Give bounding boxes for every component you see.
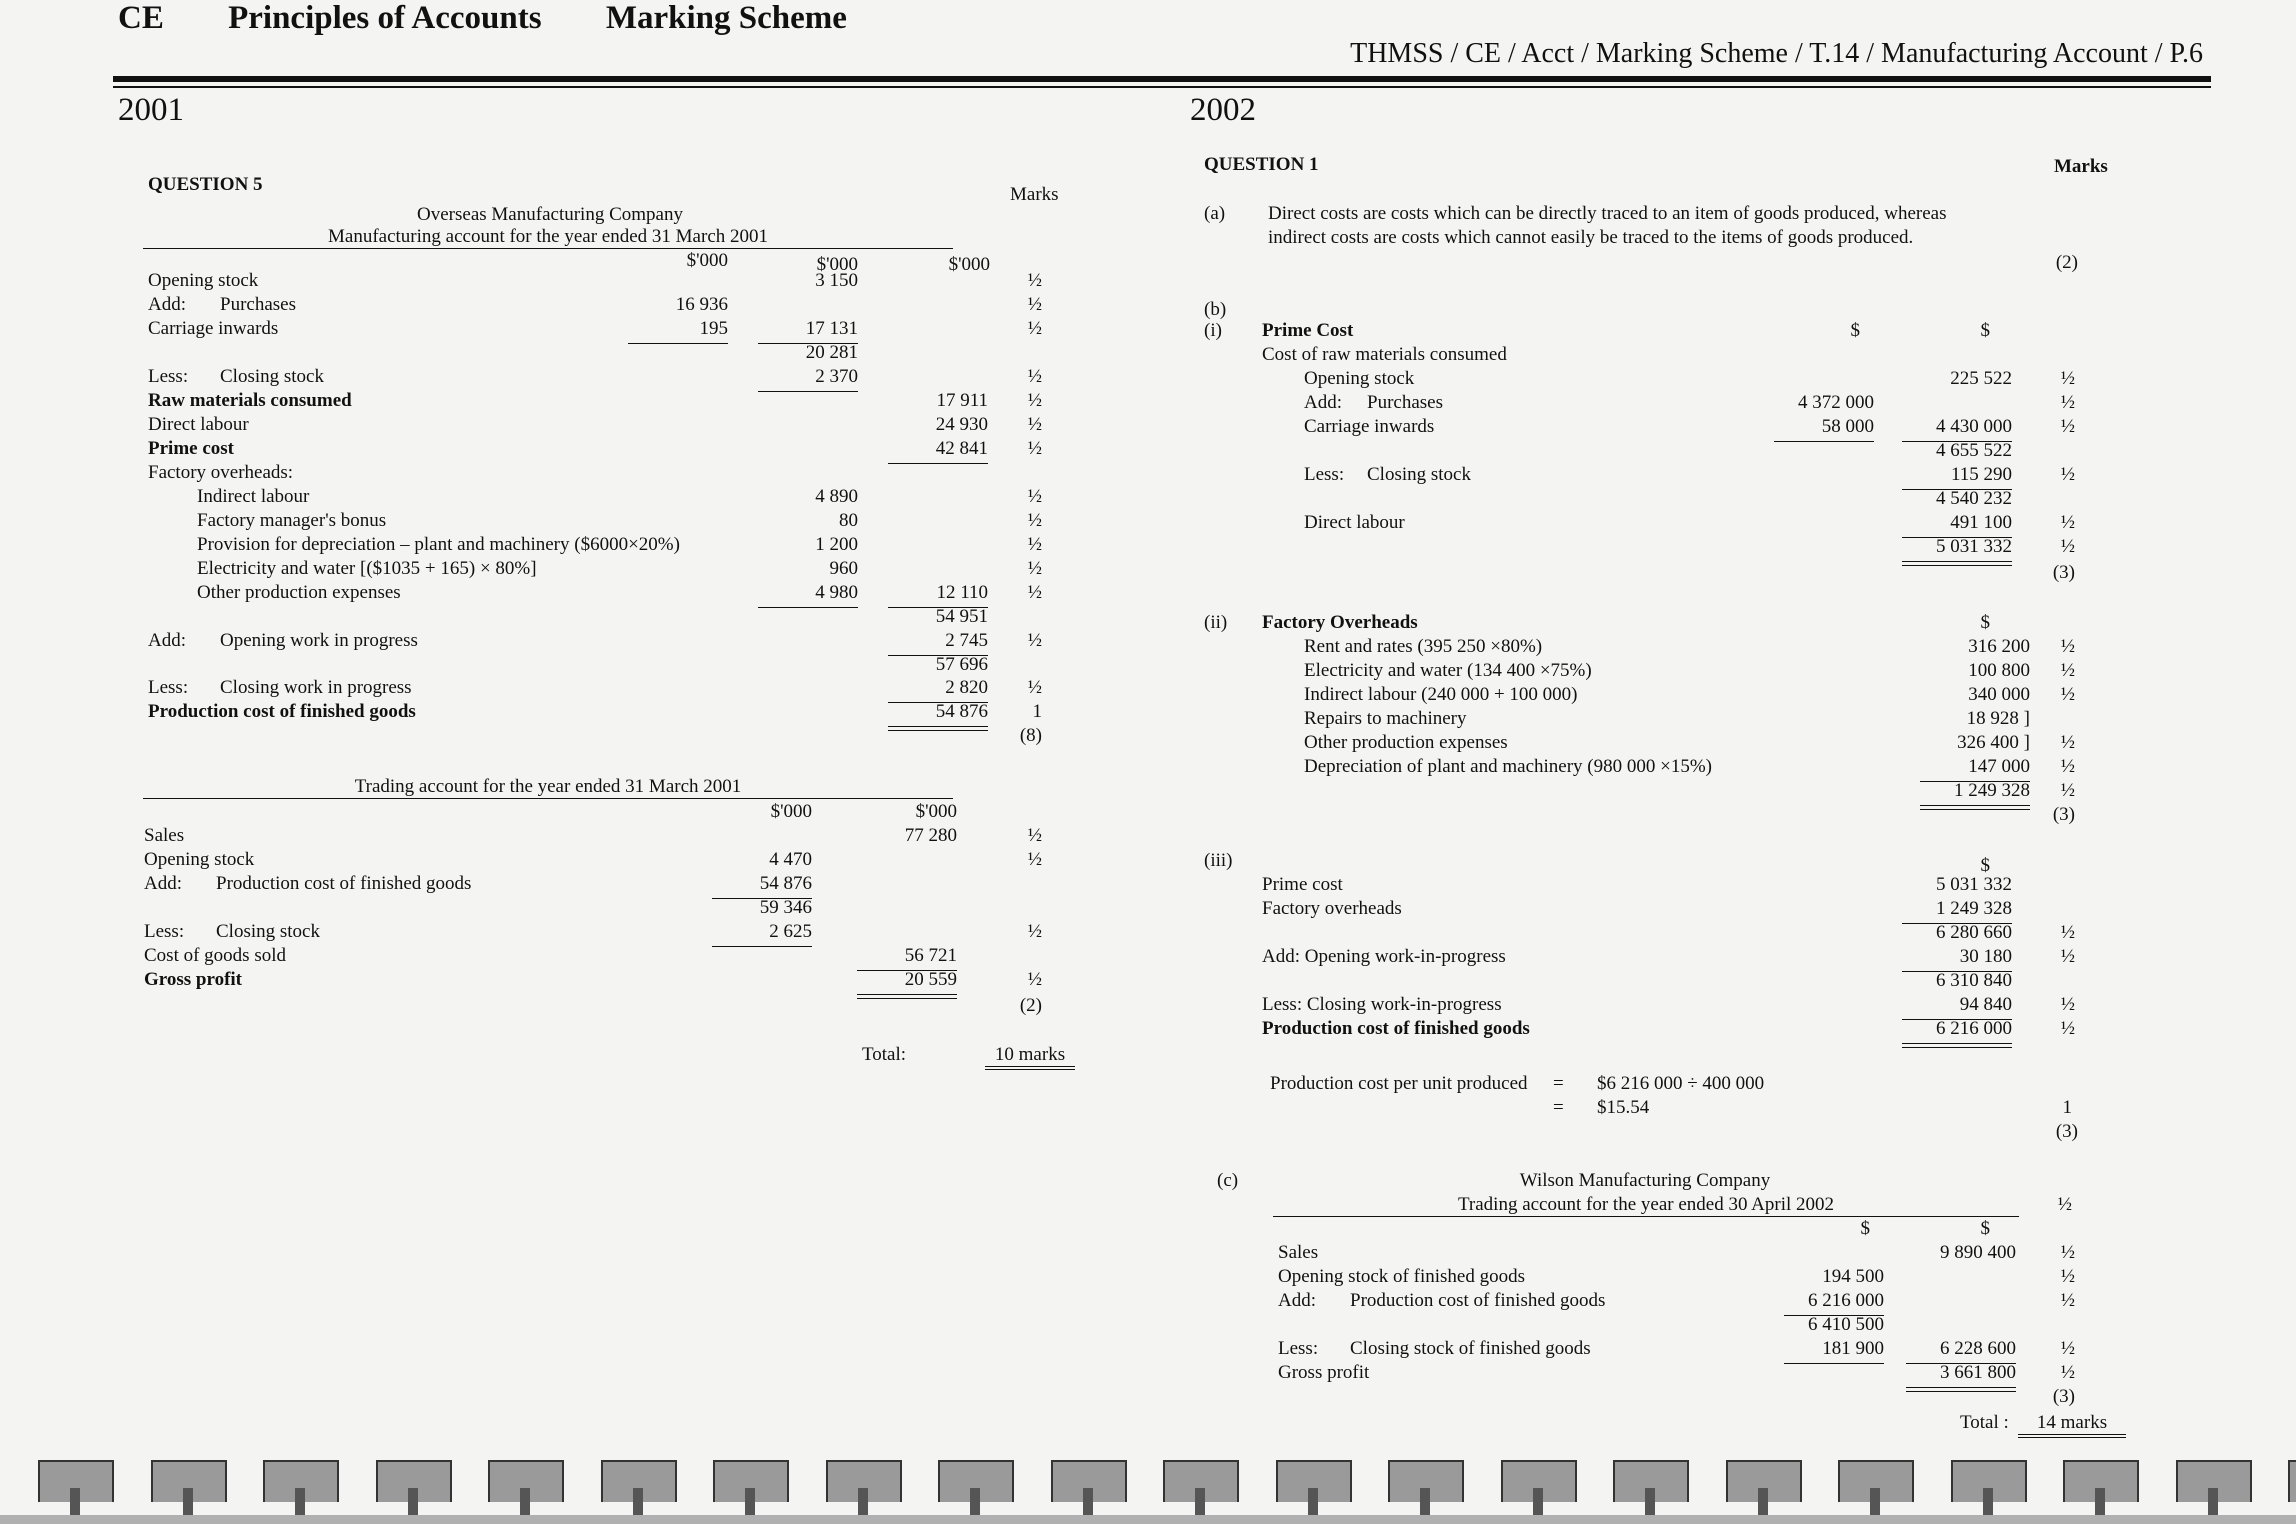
- row-label: Sales: [144, 825, 185, 846]
- mark-cell: (3): [2052, 804, 2075, 825]
- binder-ring: [1613, 1460, 1689, 1502]
- amount-cell: 3 150: [815, 270, 858, 291]
- mark-cell: ½: [2060, 536, 2075, 557]
- part-c-title-mark: ½: [2057, 1194, 2072, 1215]
- amount-cell: 6 410 500: [1808, 1314, 1884, 1335]
- subtotal-rule: [888, 655, 988, 656]
- amount-cell: 4 655 522: [1936, 440, 2012, 461]
- amount-cell: 4 430 000: [1936, 416, 2012, 437]
- mark-cell: ½: [2060, 946, 2075, 967]
- amount-cell: 24 930: [935, 414, 988, 435]
- amount-cell: 195: [699, 318, 728, 339]
- question-5-heading: QUESTION 5: [148, 174, 263, 195]
- mark-cell: ½: [1027, 534, 1042, 555]
- mark-cell: ½: [1027, 582, 1042, 603]
- mark-cell: ½: [2060, 392, 2075, 413]
- row-label: Opening stock: [1304, 368, 1415, 389]
- row-label: Opening work in progress: [220, 630, 418, 651]
- subtotal-rule: [712, 946, 812, 947]
- subtotal-rule: [628, 343, 728, 344]
- mark-cell: ½: [1027, 849, 1042, 870]
- amount-cell: 3 661 800: [1940, 1362, 2016, 1383]
- marks-column-heading: Marks: [1010, 184, 1059, 205]
- total-marks: 10 marks: [985, 1044, 1075, 1070]
- row-label: Depreciation of plant and machinery (980 000 ×15%): [1304, 756, 1712, 777]
- mark-cell: ½: [1027, 366, 1042, 387]
- binder-ring: [826, 1460, 902, 1502]
- row-label: Closing work in progress: [220, 677, 412, 698]
- dollar-col2-biii: $: [1980, 855, 1990, 876]
- unit-cost-calculation: $6 216 000 ÷ 400 000: [1597, 1073, 1765, 1094]
- unit-heading-col1: $'000: [686, 250, 728, 271]
- row-label: Rent and rates (395 250 ×80%): [1304, 636, 1543, 657]
- mark-cell: ½: [2060, 994, 2075, 1015]
- binder-rings: [0, 1448, 2296, 1524]
- amount-cell: 42 841: [935, 438, 988, 459]
- row-label: Factory overheads:: [148, 462, 294, 483]
- row-prefix: Less:: [1278, 1338, 1319, 1359]
- amount-cell: 100 800: [1968, 660, 2030, 681]
- binder-ring: [2063, 1460, 2139, 1502]
- mark-cell: (3): [2052, 562, 2075, 583]
- row-label: Closing stock: [220, 366, 324, 387]
- binder-ring: [151, 1460, 227, 1502]
- subtotal-rule: [888, 702, 988, 703]
- subtotal-rule: [1902, 561, 2012, 562]
- subtotal-rule-double: [1902, 1047, 2012, 1048]
- amount-cell: 6 310 840: [1936, 970, 2012, 991]
- part-biii-label: (iii): [1204, 850, 1233, 871]
- trading-account-title: Trading account for the year ended 31 March 2001: [143, 776, 953, 799]
- year-2002-heading: 2002: [1190, 92, 1256, 128]
- dollar-col1-bi: $: [1850, 320, 1860, 341]
- amount-cell: 54 951: [935, 606, 988, 627]
- binder-ring: [1051, 1460, 1127, 1502]
- subtotal-rule: [857, 970, 957, 971]
- row-label: Closing stock: [216, 921, 320, 942]
- mark-cell: ½: [2060, 1266, 2075, 1287]
- amount-cell: 4 470: [769, 849, 812, 870]
- amount-cell: 2 370: [815, 366, 858, 387]
- row-label: Gross profit: [144, 969, 242, 990]
- part-c-label: (c): [1217, 1170, 1239, 1191]
- mark-cell: ½: [2060, 780, 2075, 801]
- amount-cell: 80: [839, 510, 858, 531]
- dollar-col2-bi: $: [1980, 320, 1990, 341]
- mark-cell: ½: [2060, 464, 2075, 485]
- row-label: Production cost of finished goods: [216, 873, 472, 894]
- unit-heading-col2: $'000: [816, 254, 858, 275]
- subtotal-rule: [758, 607, 858, 608]
- marks-heading-right: Marks: [2054, 156, 2108, 177]
- amount-cell: 181 900: [1822, 1338, 1884, 1359]
- binder-ring: [38, 1460, 114, 1502]
- binder-ring: [601, 1460, 677, 1502]
- subtotal-rule-double: [857, 998, 957, 999]
- binder-ring: [713, 1460, 789, 1502]
- amount-cell: 18 928 ]: [1966, 708, 2030, 729]
- mark-cell: ½: [1027, 438, 1042, 459]
- row-prefix: Add:: [148, 630, 186, 651]
- amount-cell: 20 559: [904, 969, 957, 990]
- company-name: Overseas Manufacturing Company: [417, 204, 683, 225]
- subtotal-rule: [1920, 805, 2030, 806]
- mark-cell: ½: [2060, 1290, 2075, 1311]
- part-b-label: (b): [1204, 299, 1227, 320]
- row-label: Production cost of finished goods: [1350, 1290, 1606, 1311]
- subtotal-rule: [1902, 489, 2012, 490]
- mark-cell: (2): [1019, 995, 1042, 1016]
- amount-cell: 2 625: [769, 921, 812, 942]
- amount-cell: 1 200: [815, 534, 858, 555]
- binder-ring: [1726, 1460, 1802, 1502]
- row-label: Electricity and water [($1035 + 165) × 80%]: [197, 558, 537, 579]
- subtotal-rule: [888, 463, 988, 464]
- row-prefix: Less:: [148, 677, 189, 698]
- unit-cost-label: Production cost per unit produced: [1270, 1073, 1528, 1094]
- binder-ring: [263, 1460, 339, 1502]
- amount-cell: 9 890 400: [1940, 1242, 2016, 1263]
- row-label: Raw materials consumed: [148, 390, 352, 411]
- amount-cell: 17 131: [805, 318, 858, 339]
- amount-cell: 340 000: [1968, 684, 2030, 705]
- binder-ring: [1501, 1460, 1577, 1502]
- binder-ring: [938, 1460, 1014, 1502]
- factory-overheads-heading: Factory Overheads: [1262, 612, 1418, 633]
- amount-cell: 54 876: [759, 873, 812, 894]
- subtotal-rule: [1906, 1363, 2016, 1364]
- amount-cell: 17 911: [936, 390, 988, 411]
- part-c-company: Wilson Manufacturing Company: [1519, 1170, 1771, 1191]
- dollar-col2-c: $: [1980, 1218, 1990, 1239]
- amount-cell: 147 000: [1968, 756, 2030, 777]
- total-label: Total:: [862, 1044, 907, 1065]
- subtotal-rule: [1784, 1363, 1884, 1364]
- row-label: Prime cost: [148, 438, 234, 459]
- equals-sign-2: =: [1553, 1097, 1564, 1118]
- page-bottom-edge: [0, 1515, 2296, 1524]
- subtotal-rule-double: [1920, 809, 2030, 810]
- header-rule-thin: [113, 86, 2211, 88]
- mark-cell: ½: [2060, 684, 2075, 705]
- mark-cell: ½: [1027, 318, 1042, 339]
- row-label: Closing stock: [1367, 464, 1471, 485]
- mark-cell: ½: [1027, 510, 1042, 531]
- mark-cell: ½: [2060, 368, 2075, 389]
- subtotal-rule-double: [1906, 1391, 2016, 1392]
- amount-cell: 57 696: [935, 654, 988, 675]
- mark-cell: ½: [1027, 677, 1042, 698]
- row-label: Carriage inwards: [148, 318, 279, 339]
- mark-cell: ½: [1027, 390, 1042, 411]
- row-label: Cost of raw materials consumed: [1262, 344, 1507, 365]
- amount-cell: 20 281: [805, 342, 858, 363]
- year-2001-heading: 2001: [118, 92, 184, 128]
- question-1-heading: QUESTION 1: [1204, 154, 1319, 175]
- mark-cell: ½: [2060, 636, 2075, 657]
- row-prefix: Less:: [1304, 464, 1345, 485]
- mark-cell: ½: [2060, 1338, 2075, 1359]
- row-label: Other production expenses: [1304, 732, 1508, 753]
- row-label: Factory manager's bonus: [197, 510, 387, 531]
- amount-cell: 2 745: [945, 630, 988, 651]
- binder-ring: [2176, 1460, 2252, 1502]
- row-label: Production cost of finished goods: [148, 701, 416, 722]
- mark-cell: ½: [2060, 1362, 2075, 1383]
- amount-cell: 30 180: [1959, 946, 2012, 967]
- amount-cell: 225 522: [1950, 368, 2012, 389]
- mark-cell: ½: [2060, 1242, 2075, 1263]
- mark-cell: ½: [1027, 630, 1042, 651]
- row-label: Closing stock of finished goods: [1350, 1338, 1591, 1359]
- row-prefix: Add:: [1278, 1290, 1316, 1311]
- mark-cell: ½: [2060, 1018, 2075, 1039]
- part-a-marks: (2): [2055, 252, 2078, 273]
- row-prefix: Add:: [148, 294, 186, 315]
- amount-cell: 115 290: [1950, 464, 2012, 485]
- subtotal-rule: [1902, 441, 2012, 442]
- amount-cell: 56 721: [904, 945, 957, 966]
- row-label: Cost of goods sold: [144, 945, 286, 966]
- row-label: Purchases: [220, 294, 296, 315]
- amount-cell: 94 840: [1959, 994, 2012, 1015]
- row-prefix: Less:: [148, 366, 189, 387]
- subtotal-rule: [1906, 1387, 2016, 1388]
- dollar-col2-bii: $: [1980, 612, 1990, 633]
- amount-cell: 316 200: [1968, 636, 2030, 657]
- subtotal-rule: [1902, 537, 2012, 538]
- subtotal-rule: [1774, 441, 1874, 442]
- binder-ring: [1838, 1460, 1914, 1502]
- row-label: Sales: [1278, 1242, 1319, 1263]
- binder-ring: [2288, 1460, 2296, 1502]
- subtotal-rule: [758, 391, 858, 392]
- binder-ring: [1276, 1460, 1352, 1502]
- amount-cell: 2 820: [945, 677, 988, 698]
- subtotal-rule: [857, 994, 957, 995]
- binder-ring: [376, 1460, 452, 1502]
- subtotal-rule: [1902, 1043, 2012, 1044]
- mark-cell: ½: [2060, 732, 2075, 753]
- mark-cell: ½: [1027, 414, 1042, 435]
- part-a-line-1: Direct costs are costs which can be directly traced to an item of goods produced, whereas: [1268, 203, 1947, 224]
- mark-cell: 1: [1032, 701, 1042, 722]
- subtotal-rule-double: [1902, 565, 2012, 566]
- subtotal-rule: [712, 898, 812, 899]
- part-a-label: (a): [1204, 203, 1226, 224]
- course-code: CE: [118, 0, 164, 36]
- row-label: Opening stock of finished goods: [1278, 1266, 1525, 1287]
- amount-cell: 58 000: [1821, 416, 1874, 437]
- mark-cell: ½: [1027, 969, 1042, 990]
- part-a-line-2: indirect costs are costs which cannot easily be traced to the items of goods produced.: [1268, 227, 1914, 248]
- amount-cell: 491 100: [1950, 512, 2012, 533]
- dollar-col1-c: $: [1860, 1218, 1870, 1239]
- mark-cell: ½: [2060, 660, 2075, 681]
- amount-cell: 960: [829, 558, 858, 579]
- equals-sign-1: =: [1553, 1073, 1564, 1094]
- subtotal-rule: [1902, 923, 2012, 924]
- mark-cell: ½: [1027, 921, 1042, 942]
- document-type: Marking Scheme: [605, 0, 847, 36]
- right-total-marks: 14 marks: [2018, 1412, 2126, 1438]
- amount-cell: 4 890: [815, 486, 858, 507]
- amount-cell: 4 372 000: [1798, 392, 1874, 413]
- row-label: Production cost of finished goods: [1262, 1018, 1530, 1039]
- row-label: Electricity and water (134 400 ×75%): [1304, 660, 1592, 681]
- subtotal-rule: [1920, 781, 2030, 782]
- trading-unit-col2: $'000: [915, 801, 957, 822]
- subtotal-rule: [1784, 1315, 1884, 1316]
- row-label: Carriage inwards: [1304, 416, 1435, 437]
- manufacturing-account-title: Manufacturing account for the year ended 31 March 2001: [143, 226, 953, 249]
- row-label: Provision for depreciation – plant and machinery ($6000×20%): [197, 534, 680, 555]
- amount-cell: 1 249 328: [1936, 898, 2012, 919]
- document-reference: THMSS / CE / Acct / Marking Scheme / T.14 / Manufacturing Account / P.6: [1350, 38, 2203, 69]
- row-label: Gross profit: [1278, 1362, 1370, 1383]
- row-label: Purchases: [1367, 392, 1443, 413]
- trading-unit-col1: $'000: [770, 801, 812, 822]
- mark-cell: ½: [1027, 825, 1042, 846]
- mark-cell: ½: [1027, 294, 1042, 315]
- amount-cell: 194 500: [1822, 1266, 1884, 1287]
- amount-cell: 1 249 328: [1954, 780, 2030, 801]
- amount-cell: 5 031 332: [1936, 536, 2012, 557]
- row-label: Indirect labour (240 000 + 100 000): [1304, 684, 1578, 705]
- subtotal-rule-double: [888, 730, 988, 731]
- mark-cell: ½: [2060, 756, 2075, 777]
- amount-cell: 59 346: [759, 897, 812, 918]
- header-rule-thick: [113, 76, 2211, 82]
- mark-cell: ½: [1027, 270, 1042, 291]
- page-header-left: [118, 0, 903, 37]
- subtotal-rule: [888, 607, 988, 608]
- amount-cell: 54 876: [935, 701, 988, 722]
- amount-cell: 6 228 600: [1940, 1338, 2016, 1359]
- amount-cell: 326 400 ]: [1957, 732, 2030, 753]
- amount-cell: 5 031 332: [1936, 874, 2012, 895]
- amount-cell: 6 216 000: [1808, 1290, 1884, 1311]
- subtotal-rule: [888, 726, 988, 727]
- row-label: Add: Opening work-in-progress: [1262, 946, 1506, 967]
- mark-cell: ½: [1027, 486, 1042, 507]
- amount-cell: 6 216 000: [1936, 1018, 2012, 1039]
- row-prefix: Less:: [144, 921, 185, 942]
- mark-cell: ½: [2060, 922, 2075, 943]
- subject-title: Principles of Accounts: [228, 0, 542, 36]
- row-label: Prime cost: [1262, 874, 1343, 895]
- part-bii-label: (ii): [1204, 612, 1228, 633]
- unit-heading-col3: $'000: [948, 254, 990, 275]
- right-total-label: Total :: [1960, 1412, 2009, 1433]
- row-label: Direct labour: [148, 414, 249, 435]
- row-label: Indirect labour: [197, 486, 310, 507]
- part-c-trading-title: Trading account for the year ended 30 April 2002: [1273, 1194, 2019, 1217]
- part-bi-label: (i): [1204, 320, 1222, 341]
- row-prefix: Add:: [144, 873, 182, 894]
- mark-cell: ½: [1027, 558, 1042, 579]
- row-label: Factory overheads: [1262, 898, 1402, 919]
- subtotal-rule: [758, 343, 858, 344]
- row-label: Less: Closing work-in-progress: [1262, 994, 1502, 1015]
- prime-cost-heading: Prime Cost: [1262, 320, 1354, 341]
- row-label: Other production expenses: [197, 582, 401, 603]
- row-label: Opening stock: [144, 849, 255, 870]
- subtotal-rule: [1902, 971, 2012, 972]
- mark-cell: (3): [2052, 1386, 2075, 1407]
- row-label: Opening stock: [148, 270, 259, 291]
- binder-ring: [1951, 1460, 2027, 1502]
- amount-cell: 6 280 660: [1936, 922, 2012, 943]
- subtotal-rule: [1902, 1019, 2012, 1020]
- binder-ring: [488, 1460, 564, 1502]
- mark-cell: ½: [2060, 416, 2075, 437]
- row-prefix: Add:: [1304, 392, 1342, 413]
- unit-cost-mark: 1: [2062, 1097, 2072, 1118]
- amount-cell: 12 110: [936, 582, 988, 603]
- unit-cost-marks-total: (3): [2055, 1121, 2078, 1142]
- unit-cost-result: $15.54: [1597, 1097, 1650, 1118]
- amount-cell: 4 540 232: [1936, 488, 2012, 509]
- row-label: Direct labour: [1304, 512, 1405, 533]
- mark-cell: (8): [1019, 725, 1042, 746]
- binder-ring: [1388, 1460, 1464, 1502]
- binder-ring: [1163, 1460, 1239, 1502]
- amount-cell: 4 980: [815, 582, 858, 603]
- amount-cell: 77 280: [904, 825, 957, 846]
- mark-cell: ½: [2060, 512, 2075, 533]
- amount-cell: 16 936: [675, 294, 728, 315]
- row-label: Repairs to machinery: [1304, 708, 1467, 729]
